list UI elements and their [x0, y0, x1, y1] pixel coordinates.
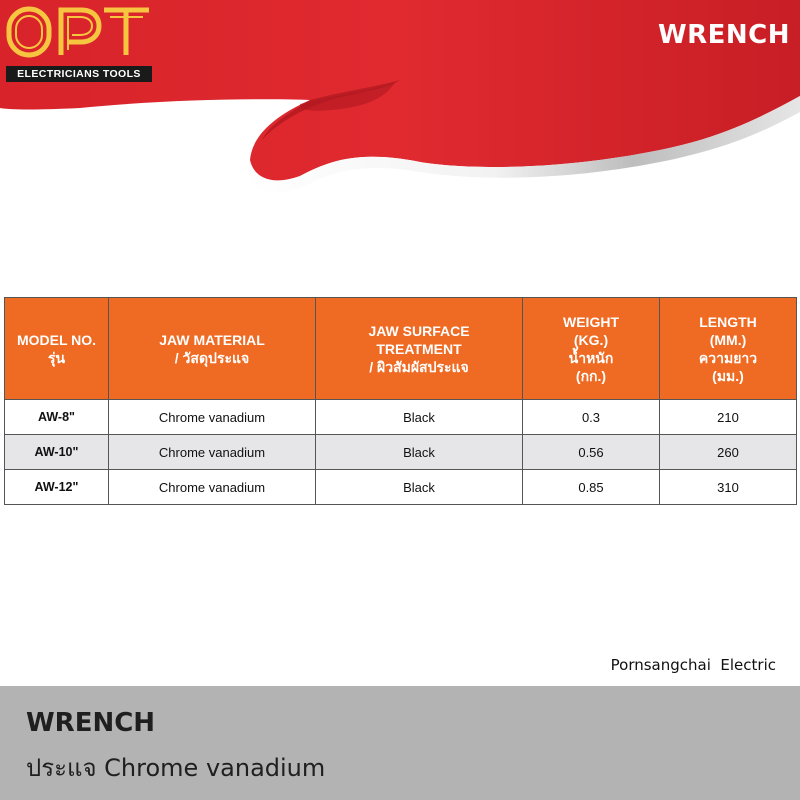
- logo-tagline: ELECTRICIANS TOOLS: [6, 66, 152, 82]
- cell-jaw-material: Chrome vanadium: [109, 435, 316, 470]
- col-header-weight: WEIGHT (KG.) น้ำหนัก (กก.): [523, 298, 660, 400]
- cell-jaw-surface: Black: [316, 470, 523, 505]
- footer-bar: [0, 686, 800, 800]
- cell-jaw-surface: Black: [316, 400, 523, 435]
- cell-length: 310: [660, 470, 797, 505]
- header-banner: [0, 0, 800, 200]
- footer-title: WRENCH: [26, 708, 156, 738]
- header-title: WRENCH: [657, 20, 790, 50]
- col-header-model: MODEL NO. รุ่น: [5, 298, 109, 400]
- opt-logo-mark: [6, 6, 152, 60]
- cell-jaw-material: Chrome vanadium: [109, 470, 316, 505]
- cell-weight: 0.56: [523, 435, 660, 470]
- cell-weight: 0.3: [523, 400, 660, 435]
- col-header-jaw-material: JAW MATERIAL / วัสดุประแจ: [109, 298, 316, 400]
- cell-weight: 0.85: [523, 470, 660, 505]
- cell-length: 260: [660, 435, 797, 470]
- cell-jaw-material: Chrome vanadium: [109, 400, 316, 435]
- table-header-row: [5, 298, 797, 400]
- spec-table-header: [5, 298, 797, 400]
- table-row: [5, 435, 797, 470]
- cell-jaw-surface: Black: [316, 435, 523, 470]
- table-row: [5, 470, 797, 505]
- cell-model: AW-8": [5, 400, 109, 435]
- company-name: Pornsangchai Electric: [610, 656, 776, 674]
- cell-length: 210: [660, 400, 797, 435]
- spec-table: [4, 297, 797, 505]
- cell-model: AW-10": [5, 435, 109, 470]
- footer-subtitle: ประแจ Chrome vanadium: [26, 754, 326, 782]
- cell-model: AW-12": [5, 470, 109, 505]
- col-header-jaw-surface: JAW SURFACE TREATMENT / ผิวสัมผัสประแจ: [316, 298, 523, 400]
- table-row: [5, 400, 797, 435]
- col-header-length: LENGTH (MM.) ความยาว (มม.): [660, 298, 797, 400]
- spec-table-body: [5, 400, 797, 505]
- brand-logo: [6, 6, 152, 80]
